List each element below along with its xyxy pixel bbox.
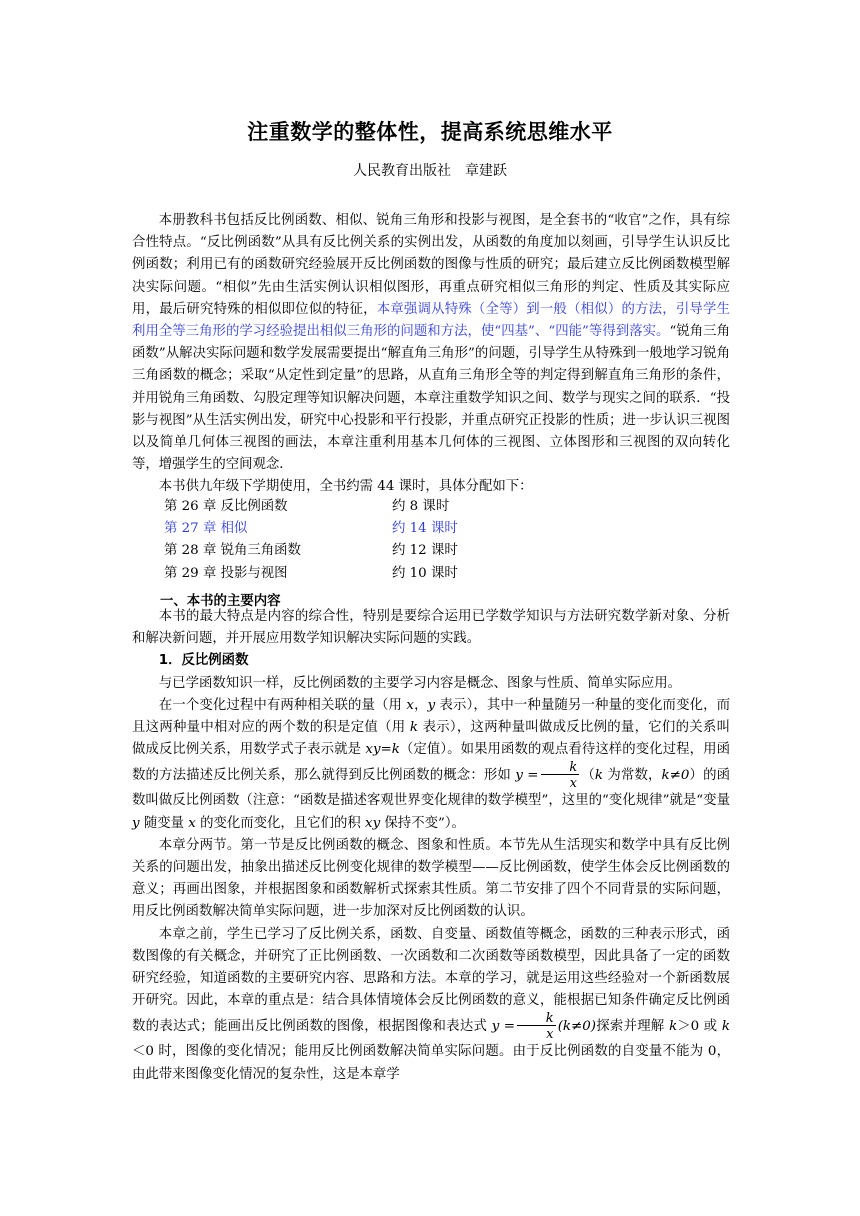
- fraction-k-over-x: $\frac{k}{x}$: [517, 1012, 556, 1041]
- subsection-heading: 1．反比例函数: [158, 653, 249, 669]
- toc-chapter: 第 28 章 锐角三角函数: [164, 543, 301, 559]
- toc-row: [164, 540, 458, 562]
- toc-hours: 约 10 课时: [392, 565, 458, 581]
- section-heading: 一、本书的主要内容: [160, 594, 281, 609]
- toc-chapter: 第 27 章 相似: [164, 521, 248, 537]
- chapter-schedule: [164, 496, 458, 585]
- toc-hours: 约 8 课时: [392, 499, 450, 514]
- intro-text: 本册教科书包括反比例函数、相似、锐角三角形和投影与视图，是全套书的“收官”之作，具有综合性特点。“反比例函数”从具有反比例关系的实例出发，从函数的角度加以刻画，引导学生认识反比例函数；利用已有的函数研究经验展开反比例函数的图像与性质的研究；最后建立反比例函数模型解决实际问题。“相似”先由生活实例认识相似图形，再重点研究相似三角形的判定、性质及其实际应用，最后研究特殊的相似即位似的特征，: [132, 213, 730, 317]
- section1-intro: 本书的最大特点是内容的综合性，特别是要综合运用已学数学知识与方法研究数学新对象、分析和解决新问题，并开展应用数学知识解决实际问题的实践。: [132, 609, 730, 647]
- intro-highlight-text: 本章强调从特殊（全等）到一般（相似）的方法，引导学生利用全等三角形的学习经验提出相似三角形的问题和方法，使“四基”、“四能”等得到落实。: [132, 301, 731, 340]
- intro-text-cont: “锐角三角函数”从解决实际问题和数学发展需要提出“解直角三角形”的问题，引导学生从特殊到一般地学习锐角三角函数的概念；采取“从定性到定量”的思路，从直角三角形全等的判定得到解直角三角形的条件，并用锐角三角函数、勾股定理等知识解决问题，本章注重数学知识之间、数学与现实之间的联系．“投影与视图”从生活实例出发，研究中心投影和平行投影，并重点研究正投影的性质；进一步认识三视图以及简单几何体三视图的画法，本章注重利用基本几何体的三视图、立体图形和三视图的双向转化等，增强学生的空间观念．: [132, 324, 730, 473]
- intro-paragraph: [132, 210, 730, 476]
- toc-row: [164, 518, 458, 540]
- paragraph: 本章分两节。第一节是反比例函数的概念、图象和性质。本节先从生活现实和数学中具有反比例关系的问题出发，抽象出描述反比例变化规律的数学模型——反比例函数，使学生体会反比例函数的意义；再画出图象，并根据图象和函数解析式探索其性质。第二节安排了四个不同背景的实际问题，用反比例函数解决简单实际问题，进一步加深对反比例函数的认识。: [132, 837, 730, 920]
- paragraph: 与已学函数知识一样，反比例函数的主要学习内容是概念、图象与性质、简单实际应用。: [158, 675, 682, 691]
- toc-chapter: 第 26 章 反比例函数: [164, 499, 288, 514]
- intro-section: [132, 210, 730, 499]
- schedule-paragraph: 本书供九年级下学期使用，全书约需 44 课时，具体分配如下：: [158, 479, 533, 495]
- author-name: 章建跃: [465, 163, 507, 179]
- paragraph: 本章之前，学生已学习了反比例关系，函数、自变量、函数值等概念，函数的三种表示形式，函数图像的有关概念，并研究了正比例函数、一次函数和二次函数等函数模型，因此具备了一定的函数研究经验，知道函数的主要研究内容、思路和方法。本章的学习，就是运用这些经验对一个新函数展开研究。因此，本章的重点是：结合具体情境体会反比例函数的意义，能根据已知条件确定反比例函数的表达式；能画出反比例函数的图像，根据图像和表达式 y = $\frac{k}{x}$ (k≠0)探索并理解 k＞0 或 k＜0 时，图像的变化情况；能用反比例函数解决简单实际问题。由于反比例函数的自变量不能为 0，由此带来图像变化情况的复杂性，这是本章学: [132, 926, 730, 1082]
- document-title: 注重数学的整体性，提高系统思维水平: [247, 120, 613, 144]
- section1-body: [132, 606, 730, 1086]
- toc-row: [164, 496, 458, 518]
- formula-lhs: y =: [491, 1019, 515, 1035]
- toc-row: [164, 563, 458, 585]
- toc-chapter: 第 29 章 投影与视图: [164, 565, 288, 581]
- formula-lhs: y =: [515, 768, 539, 784]
- author-org: 人民教育出版社: [353, 163, 451, 179]
- toc-hours: 约 12 课时: [392, 543, 458, 559]
- definition-paragraph: 在一个变化过程中有两种相关联的量（用 x，y 表示），其中一种量随另一种量的变化而变化，而且这两种量中相对应的两个数的积是定值（用 k 表示），这两种量叫做成反比例的量，它们的关系叫做成反比例关系，用数学式子表示就是 xy=k（定值）。如果用函数的观点看待这样的变化过程，用函数的方法描述反比例关系，那么就得到反比例函数的概念：形如 y = $\frac{k}{x}$ （k 为常数，k≠0）的函数叫做反比例函数（注意：“函数是描述客观世界变化规律的数学模型”，这里的“变化规律”就是“变量 y 随变量 x 的变化而变化，且它们的积 xy 保持不变”）。: [132, 697, 731, 831]
- fraction-k-over-x: $\frac{k}{x}$: [541, 761, 580, 790]
- toc-hours: 约 14 课时: [392, 521, 458, 537]
- author-line: [0, 160, 860, 180]
